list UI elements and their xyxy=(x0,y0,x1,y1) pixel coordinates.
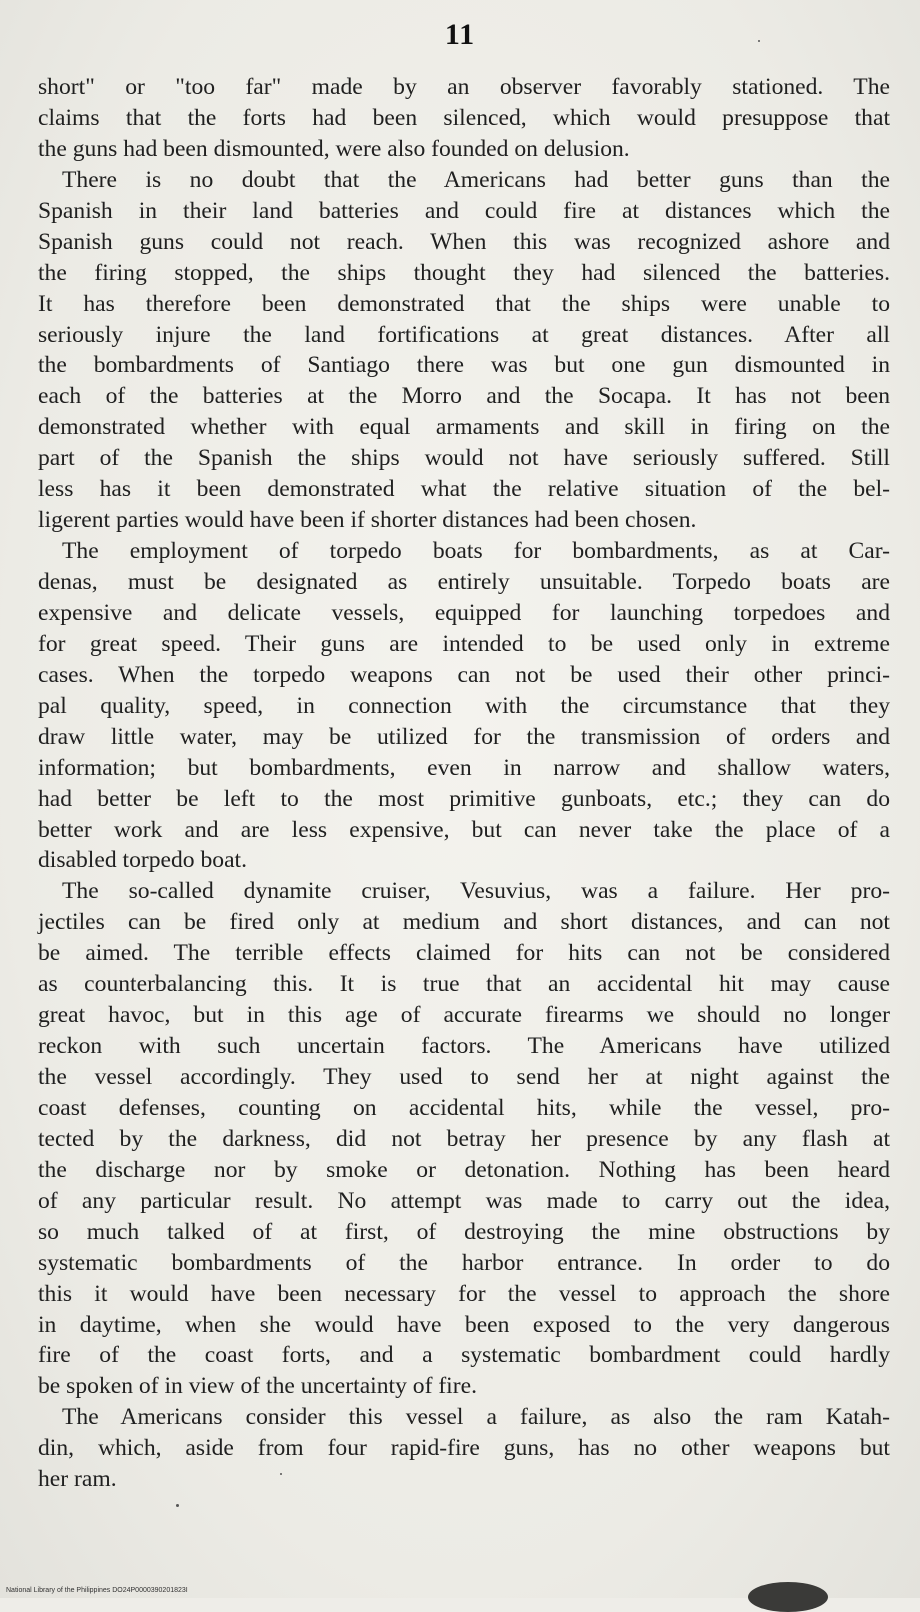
text-line: cases. When the torpedo weapons can not be used their other princi- xyxy=(38,661,890,688)
paragraph xyxy=(38,876,890,1402)
text-line: ligerent parties would have been if shorter distances had been chosen. xyxy=(38,507,697,534)
text-line: great havoc, but in this age of accurate firearms we should no longer xyxy=(38,1002,890,1029)
text-line: disabled torpedo boat. xyxy=(38,847,248,874)
text-line: coast defenses, counting on accidental hits, while the vessel, pro- xyxy=(38,1094,890,1121)
text-line: fire of the coast forts, and a systematic bombardment could hardly xyxy=(38,1342,890,1369)
text-line: the guns had been dismounted, were also founded on delusion. xyxy=(38,135,630,162)
text-line: tected by the darkness, did not betray her presence by any flash at xyxy=(38,1125,890,1152)
text-line: It has therefore been demonstrated that the ships were unable to xyxy=(38,290,890,317)
text-line: the vessel accordingly. They used to send her at night against the xyxy=(38,1064,890,1090)
text-line: her ram. xyxy=(38,1466,117,1493)
text-line: the discharge nor by smoke or detonation. Nothing has been heard xyxy=(38,1156,890,1183)
text-line: had better be left to the most primitive gunboats, etc.; they can do xyxy=(38,785,890,812)
text-line: The so-called dynamite cruiser, Vesuvius, was a failure. Her pro- xyxy=(62,878,890,905)
text-line: There is no doubt that the Americans had better guns than the xyxy=(62,166,890,193)
text-line: for great speed. Their guns are intended to be used only in extreme xyxy=(38,630,890,657)
text-line: as counterbalancing this. It is true that an accidental hit may cause xyxy=(38,971,890,998)
page-number: 11 xyxy=(444,18,476,51)
text-line: better work and are less expensive, but can never take the place of a xyxy=(38,816,890,843)
ink-speck xyxy=(176,1504,179,1507)
text-line: reckon with such uncertain factors. The Americans have utilized xyxy=(38,1033,890,1060)
ink-speck xyxy=(280,1473,282,1475)
text-line: so much talked of at first, of destroying the mine obstructions by xyxy=(38,1218,890,1245)
text-line: Spanish in their land batteries and could fire at distances which the xyxy=(38,197,890,224)
text-line: The Americans consider this vessel a failure, as also the ram Katah- xyxy=(62,1404,890,1431)
paragraph xyxy=(38,165,890,536)
paragraph xyxy=(38,72,890,165)
text-line: each of the batteries at the Morro and the Socapa. It has not been xyxy=(38,383,890,410)
archive-footer: National Library of the Philippines DO24P0000390201823I xyxy=(6,1587,188,1594)
text-line: be aimed. The terrible effects claimed for hits can not be considered xyxy=(38,940,890,967)
text-line: in daytime, when she would have been exposed to the very dangerous xyxy=(38,1311,890,1338)
text-line: information; but bombardments, even in narrow and shallow waters, xyxy=(38,754,890,781)
text-line: jectiles can be fired only at medium and short distances, and can not xyxy=(38,909,890,936)
text-line: the firing stopped, the ships thought they had silenced the batteries. xyxy=(38,259,890,286)
text-line: claims that the forts had been silenced, which would presuppose that xyxy=(38,104,890,131)
text-line: this it would have been necessary for the vessel to approach the shore xyxy=(38,1280,890,1307)
text-line: Spanish guns could not reach. When this was recognized ashore and xyxy=(38,228,890,255)
paragraph xyxy=(38,1402,890,1495)
text-line: expensive and delicate vessels, equipped for launching torpedoes and xyxy=(38,599,890,626)
text-line: seriously injure the land fortifications at great distances. After all xyxy=(38,321,890,348)
text-line: pal quality, speed, in connection with the circumstance that they xyxy=(38,692,890,719)
scan-shadow xyxy=(748,1582,828,1612)
text-line: The employment of torpedo boats for bombardments, as at Car- xyxy=(62,538,890,565)
text-line: draw little water, may be utilized for the transmission of orders and xyxy=(38,723,890,750)
text-line: be spoken of in view of the uncertainty of fire. xyxy=(38,1373,477,1400)
paragraph xyxy=(38,536,890,876)
text-line: denas, must be designated as entirely unsuitable. Torpedo boats are xyxy=(38,569,890,595)
body-text xyxy=(38,72,890,1495)
text-line: the bombardments of Santiago there was but one gun dismounted in xyxy=(38,352,890,379)
ink-speck xyxy=(758,40,760,42)
text-line: part of the Spanish the ships would not have seriously suffered. Still xyxy=(38,445,890,472)
text-line: short" or "too far" made by an observer favorably stationed. The xyxy=(38,74,890,100)
text-line: din, which, aside from four rapid-fire guns, has no other weapons but xyxy=(38,1435,890,1462)
text-line: less has it been demonstrated what the relative situation of the bel- xyxy=(38,476,890,503)
text-line: of any particular result. No attempt was made to carry out the idea, xyxy=(38,1187,890,1214)
text-line: systematic bombardments of the harbor entrance. In order to do xyxy=(38,1249,890,1276)
text-line: demonstrated whether with equal armaments and skill in firing on the xyxy=(38,414,890,441)
